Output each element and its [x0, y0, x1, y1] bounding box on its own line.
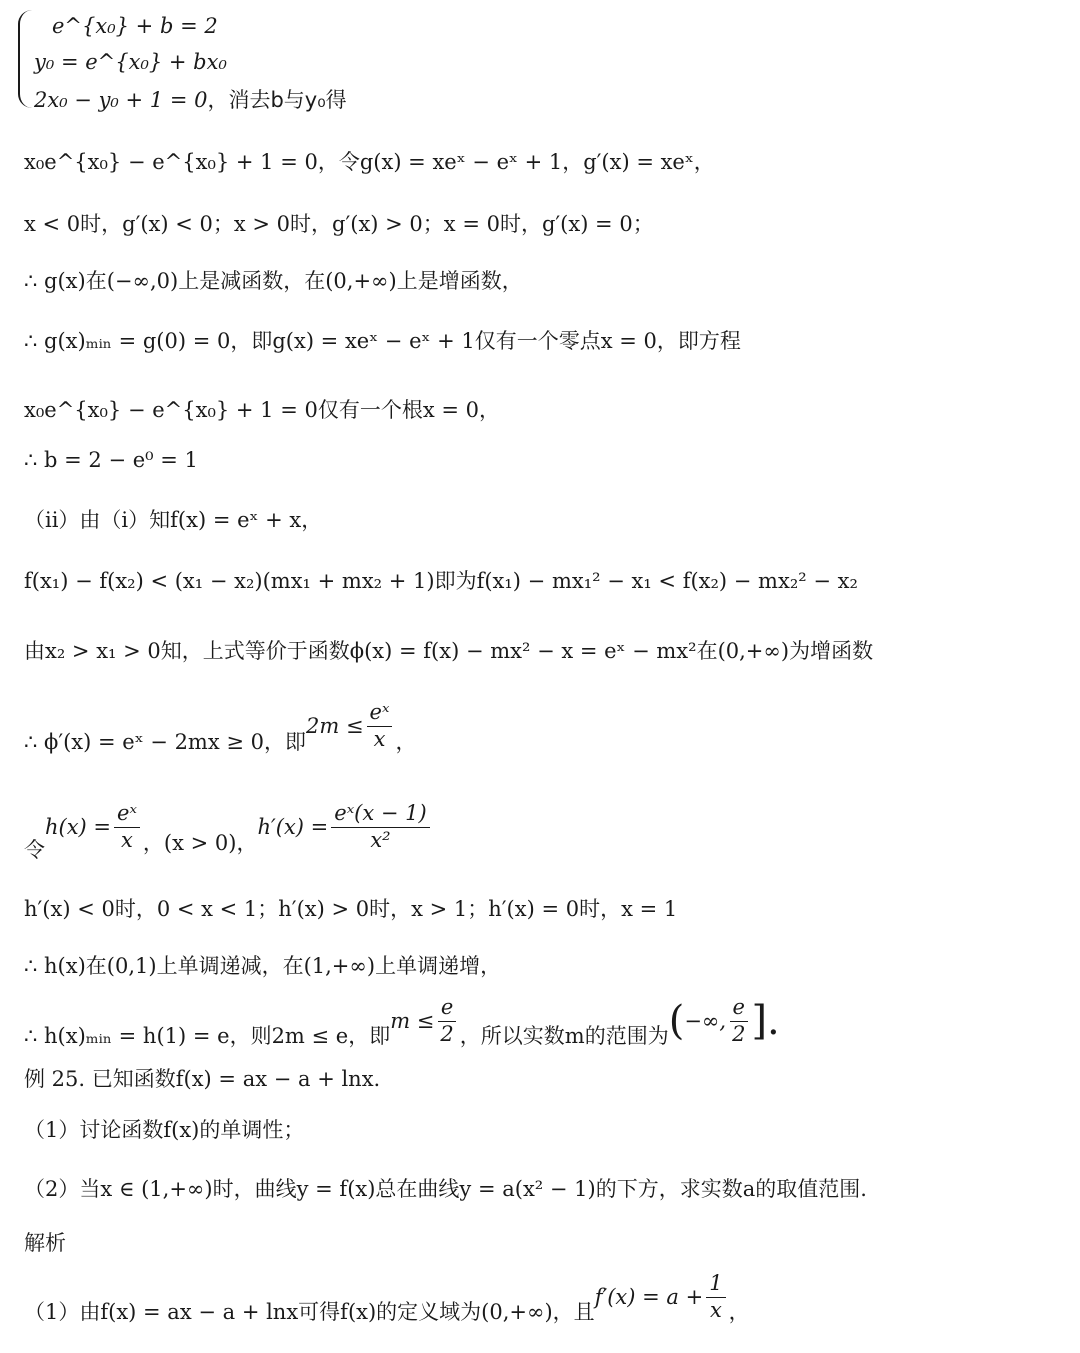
line-8: f(x₁) − f(x₂) < (x₁ − x₂)(mx₁ + mx₂ + 1)即为f(x₁) − mx₁² − x₁ < f(x₂) − mx₂² − x₂	[24, 569, 858, 593]
line-10-lhs: 2m ≤	[306, 714, 364, 738]
line-12: h′(x) < 0时，0 < x < 1；h′(x) > 0时，x > 1；h′(x) = 0时，x = 1	[24, 897, 678, 921]
question-1: （1）讨论函数f(x)的单调性；	[24, 1118, 305, 1142]
fraction-numerator: eˣ	[114, 801, 140, 827]
interval-left-paren: (	[668, 998, 685, 1044]
question-2: （2）当x ∈ (1,+∞)时，曲线y = f(x)总在曲线y = a(x² − 1)的下方，求实数a的取值范围.	[24, 1177, 867, 1201]
system-eq-1: e^{x₀} + b = 2	[52, 14, 218, 38]
line-11-ling: 令	[24, 838, 45, 862]
line-19-lhs: f′(x) = a +	[594, 1285, 704, 1309]
line-14-pre: ∴ h(x)ₘᵢₙ = h(1) = e，则2m ≤ e，即	[24, 1024, 391, 1048]
line-11	[24, 790, 433, 864]
interval-right-bracket: ].	[751, 998, 780, 1044]
line-10-post: ，	[395, 730, 417, 754]
fraction-denominator: x²	[370, 827, 391, 852]
line-19-pre: （1）由f(x) = ax − a + lnx可得f(x)的定义域为(0,+∞)，且	[24, 1300, 595, 1324]
line-11-lhs: h(x) =	[45, 815, 112, 839]
line-3: ∴ g(x)在(−∞,0)上是减函数，在(0,+∞)上是增函数，	[24, 269, 523, 293]
fraction-interval	[729, 995, 748, 1046]
line-6: ∴ b = 2 − e⁰ = 1	[24, 448, 198, 472]
line-9: 由x₂ > x₁ > 0知，上式等价于函数ϕ(x) = f(x) − mx² − x = eˣ − mx²在(0,+∞)为增函数	[24, 639, 874, 663]
fraction-denominator: 2	[440, 1021, 454, 1046]
fraction-ex-over-x	[367, 700, 393, 751]
fraction-denominator: x	[709, 1297, 722, 1322]
line-4: ∴ g(x)ₘᵢₙ = g(0) = 0，即g(x) = xeˣ − eˣ + 1仅有一个零点x = 0，即方程	[24, 329, 741, 353]
interval-body: −∞,	[684, 1009, 727, 1033]
fraction-numerator: 1	[706, 1271, 725, 1297]
line-10	[24, 696, 416, 756]
fraction-denominator: x	[373, 726, 386, 751]
left-brace	[18, 10, 34, 108]
fraction-denominator: x	[121, 827, 133, 852]
line-13: ∴ h(x)在(0,1)上单调递减，在(1,+∞)上单调递增，	[24, 954, 502, 978]
fraction-numerator: e	[730, 995, 748, 1021]
fraction-numerator: eˣ(x − 1)	[331, 801, 429, 827]
fraction-numerator: e	[438, 995, 456, 1021]
fraction-h	[114, 801, 140, 852]
fraction-numerator: eˣ	[367, 700, 393, 726]
example-25-title: 例 25. 已知函数f(x) = ax − a + lnx.	[24, 1067, 381, 1091]
fraction-1-over-x	[706, 1271, 725, 1322]
line-2: x < 0时，g′(x) < 0；x > 0时，g′(x) > 0；x = 0时，g′(x) = 0；	[24, 212, 654, 236]
line-11-mid: ，(x > 0)，	[142, 831, 258, 855]
line-7: （ii）由（i）知f(x) = eˣ + x，	[24, 508, 323, 532]
line-19-post: ，	[728, 1300, 750, 1324]
fraction-e-over-2	[437, 995, 456, 1046]
line-1: x₀e^{x₀} − e^{x₀} + 1 = 0，令g(x) = xeˣ − eˣ + 1，g′(x) = xeˣ，	[24, 150, 715, 174]
system-eq-2: y₀ = e^{x₀} + bx₀	[34, 50, 227, 74]
line-19	[24, 1268, 750, 1326]
line-14-m: m ≤	[390, 1009, 435, 1033]
line-10-pre: ∴ ϕ′(x) = eˣ − 2mx ≥ 0，即	[24, 730, 306, 754]
system-eq-3: 2x₀ − y₀ + 1 = 0	[34, 88, 208, 112]
fraction-h-prime	[331, 801, 429, 852]
line-5: x₀e^{x₀} − e^{x₀} + 1 = 0仅有一个根x = 0，	[24, 398, 500, 422]
line-14-mid: ，所以实数m的范围为	[459, 1024, 669, 1048]
line-11-lhs2: h′(x) =	[257, 815, 329, 839]
fraction-denominator: 2	[732, 1021, 746, 1046]
line-14	[24, 992, 780, 1050]
system-eq-3-tail: ，消去b与y₀得	[207, 88, 347, 112]
analysis-heading: 解析	[24, 1231, 66, 1255]
